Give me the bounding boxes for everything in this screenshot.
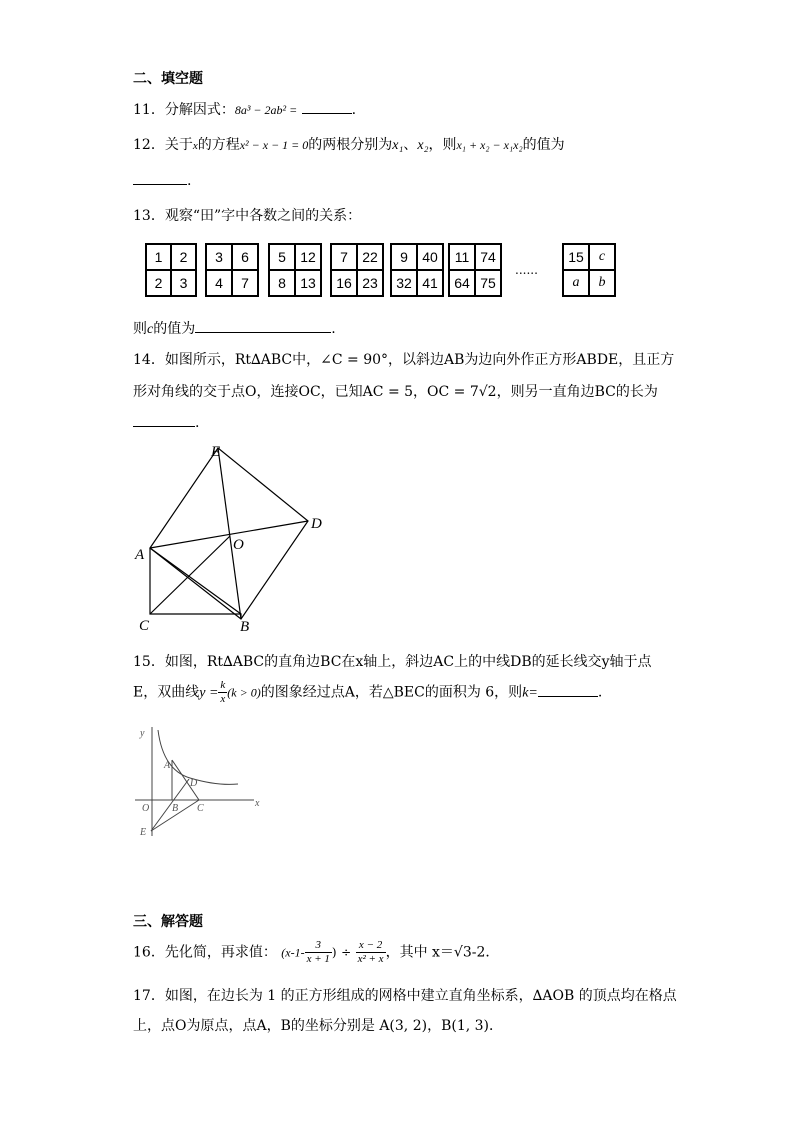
grid-cell: 5 bbox=[269, 244, 295, 270]
label-y: y bbox=[140, 728, 145, 739]
math-var: x bbox=[192, 140, 198, 152]
answer-blank bbox=[538, 684, 598, 697]
grid-cell: 13 bbox=[295, 270, 321, 296]
label-C: C bbox=[197, 803, 204, 814]
math-var: c bbox=[147, 322, 154, 337]
text: 关于 bbox=[164, 137, 193, 153]
text: 的值为 bbox=[522, 137, 565, 153]
tian-grid bbox=[268, 243, 322, 297]
fraction-denominator: x bbox=[220, 693, 226, 705]
grid-cell: 2 bbox=[171, 244, 196, 270]
question-15-line2 bbox=[133, 679, 602, 706]
tian-grid bbox=[145, 243, 197, 297]
fraction-numerator: 3 bbox=[305, 939, 332, 953]
question-12-answer bbox=[133, 172, 191, 189]
label-B: B bbox=[172, 803, 179, 814]
tian-grid bbox=[448, 243, 502, 297]
math-expression: x² − x − 1 = 0 bbox=[239, 138, 309, 152]
text: 的值为 bbox=[153, 321, 196, 337]
answer-blank bbox=[133, 414, 195, 427]
ellipsis: ...... bbox=[515, 263, 538, 277]
math-var: x₂ bbox=[417, 138, 429, 153]
grid-cell: 9 bbox=[391, 244, 417, 270]
label-E: E bbox=[211, 444, 221, 460]
label-D: D bbox=[311, 516, 322, 532]
question-13-ask bbox=[133, 318, 336, 338]
grid-cell: 12 bbox=[295, 244, 321, 270]
tian-grid-unknown bbox=[562, 243, 616, 297]
question-number: 11． bbox=[133, 102, 165, 118]
question-14-line1 bbox=[133, 349, 674, 369]
grid-cell: a bbox=[563, 270, 589, 296]
grid-cell: 23 bbox=[357, 270, 383, 296]
division-sign: ÷ bbox=[341, 945, 352, 960]
tian-grid bbox=[205, 243, 259, 297]
fraction-x-minus-2-over-x2-plus-x bbox=[356, 939, 386, 966]
label-B: B bbox=[240, 619, 250, 635]
text: 的图象经过点A，若△BEC的面积为 6，则 bbox=[260, 684, 523, 701]
segment-oc bbox=[150, 536, 230, 614]
math-var: x₁ bbox=[392, 138, 404, 153]
question-text: 分解因式： bbox=[164, 102, 235, 118]
question-text: 先化简，再求值： bbox=[164, 944, 277, 961]
grid-cell: 8 bbox=[269, 270, 295, 296]
math-expression: (x-1- bbox=[281, 945, 305, 960]
question-17-line2: 上，点O为原点，点A，B的坐标分别是 A(3, 2)，B(1, 3)． bbox=[133, 1018, 504, 1034]
tian-grid bbox=[390, 243, 444, 297]
period: . bbox=[351, 102, 357, 118]
section-title: 三、解答题 bbox=[133, 914, 203, 930]
text: 的方程 bbox=[197, 137, 240, 153]
segment-ab bbox=[150, 548, 241, 614]
label-D: D bbox=[190, 778, 198, 789]
text: ，其中 x＝√3-2． bbox=[385, 944, 500, 961]
period: . bbox=[195, 415, 200, 431]
question-13 bbox=[133, 205, 361, 225]
grid-cell: 7 bbox=[232, 270, 258, 296]
grid-cell: c bbox=[589, 244, 615, 270]
grid-cell: 40 bbox=[417, 244, 443, 270]
grid-cell: 64 bbox=[449, 270, 475, 296]
question-text: 如图，Rt∆ABC的直角边BC在x轴上，斜边AC上的中线DB的延长线交y轴于点 bbox=[164, 654, 652, 670]
square-triangle-figure bbox=[120, 440, 340, 640]
question-text: 如图，在边长为 1 的正方形组成的网格中建立直角坐标系，∆AOB 的顶点均在格点 bbox=[164, 988, 677, 1004]
label-O: O bbox=[233, 537, 244, 553]
math-expression: 8a³ − 2ab² = bbox=[234, 103, 298, 117]
question-16 bbox=[133, 939, 499, 966]
grid-cell: 1 bbox=[146, 244, 171, 270]
grid-cell: 2 bbox=[146, 270, 171, 296]
tian-grid bbox=[330, 243, 384, 297]
grid-cell: 16 bbox=[331, 270, 357, 296]
grid-cell: 4 bbox=[206, 270, 232, 296]
answer-blank bbox=[195, 320, 331, 333]
fraction-numerator: k bbox=[220, 679, 226, 691]
text: 、 bbox=[403, 137, 418, 153]
grid-cell: 3 bbox=[171, 270, 196, 296]
fraction-denominator: x + 1 bbox=[306, 953, 330, 965]
label-A: A bbox=[164, 760, 171, 771]
label-C: C bbox=[139, 618, 150, 634]
question-17-line1 bbox=[133, 985, 677, 1005]
grid-cell: 22 bbox=[357, 244, 383, 270]
hyperbola-curve bbox=[158, 730, 238, 784]
answer-blank bbox=[133, 172, 187, 185]
fraction-k-over-x bbox=[218, 679, 227, 706]
label-x: x bbox=[255, 798, 260, 809]
text: 则 bbox=[133, 321, 147, 337]
hyperbola-figure bbox=[130, 724, 270, 844]
question-14-line2: 形对角线的交于点O，连接OC，已知AC = 5，OC = 7√2，则另一直角边BC的长为 bbox=[133, 384, 658, 400]
grid-cell: 75 bbox=[475, 270, 501, 296]
grid-cell: 3 bbox=[206, 244, 232, 270]
question-12 bbox=[133, 134, 565, 154]
question-number: 14． bbox=[133, 352, 165, 368]
question-11 bbox=[133, 99, 356, 119]
diagonal-ad bbox=[150, 521, 308, 548]
question-number: 13． bbox=[133, 208, 165, 224]
period: . bbox=[597, 684, 603, 701]
question-number: 16． bbox=[133, 944, 165, 961]
grid-cell: 74 bbox=[475, 244, 501, 270]
period: . bbox=[331, 321, 336, 337]
grid-cell: b bbox=[589, 270, 615, 296]
grid-cell: 15 bbox=[563, 244, 589, 270]
question-number: 12． bbox=[133, 137, 165, 153]
fraction-denominator: x² + x bbox=[357, 953, 384, 965]
math-expression: y = bbox=[199, 685, 219, 701]
text: 的两根分别为 bbox=[308, 137, 393, 153]
answer-blank bbox=[302, 101, 352, 114]
fraction-3-over-x-plus-1 bbox=[305, 939, 332, 966]
section-title: 二、填空题 bbox=[133, 71, 203, 87]
fraction-numerator: x − 2 bbox=[356, 939, 386, 953]
label-O: O bbox=[142, 803, 150, 814]
line-ed bbox=[151, 779, 189, 831]
question-text: 观察“田”字中各数之间的关系： bbox=[164, 208, 362, 224]
label-E: E bbox=[140, 827, 147, 838]
math-expression: (k > 0) bbox=[227, 685, 261, 700]
grid-cell: 6 bbox=[232, 244, 258, 270]
question-15-line1 bbox=[133, 651, 652, 671]
grid-cell: 41 bbox=[417, 270, 443, 296]
text: E，双曲线 bbox=[133, 684, 200, 701]
question-number: 17． bbox=[133, 988, 165, 1004]
question-14-answer bbox=[133, 414, 199, 431]
math-expression: x₁ + x₂ − x₁x₂ bbox=[456, 138, 523, 152]
period: . bbox=[187, 173, 192, 189]
math-var: k= bbox=[522, 685, 538, 701]
math-expression: ) bbox=[331, 945, 337, 960]
label-A: A bbox=[135, 547, 145, 563]
text: ，则 bbox=[428, 137, 457, 153]
grid-cell: 11 bbox=[449, 244, 475, 270]
grid-cell: 7 bbox=[331, 244, 357, 270]
grid-cell: 32 bbox=[391, 270, 417, 296]
question-text: 如图所示，Rt∆ABC中，∠C = 90°，以斜边AB为边向外作正方形ABDE，且正方 bbox=[164, 352, 675, 368]
question-number: 15． bbox=[133, 654, 165, 670]
